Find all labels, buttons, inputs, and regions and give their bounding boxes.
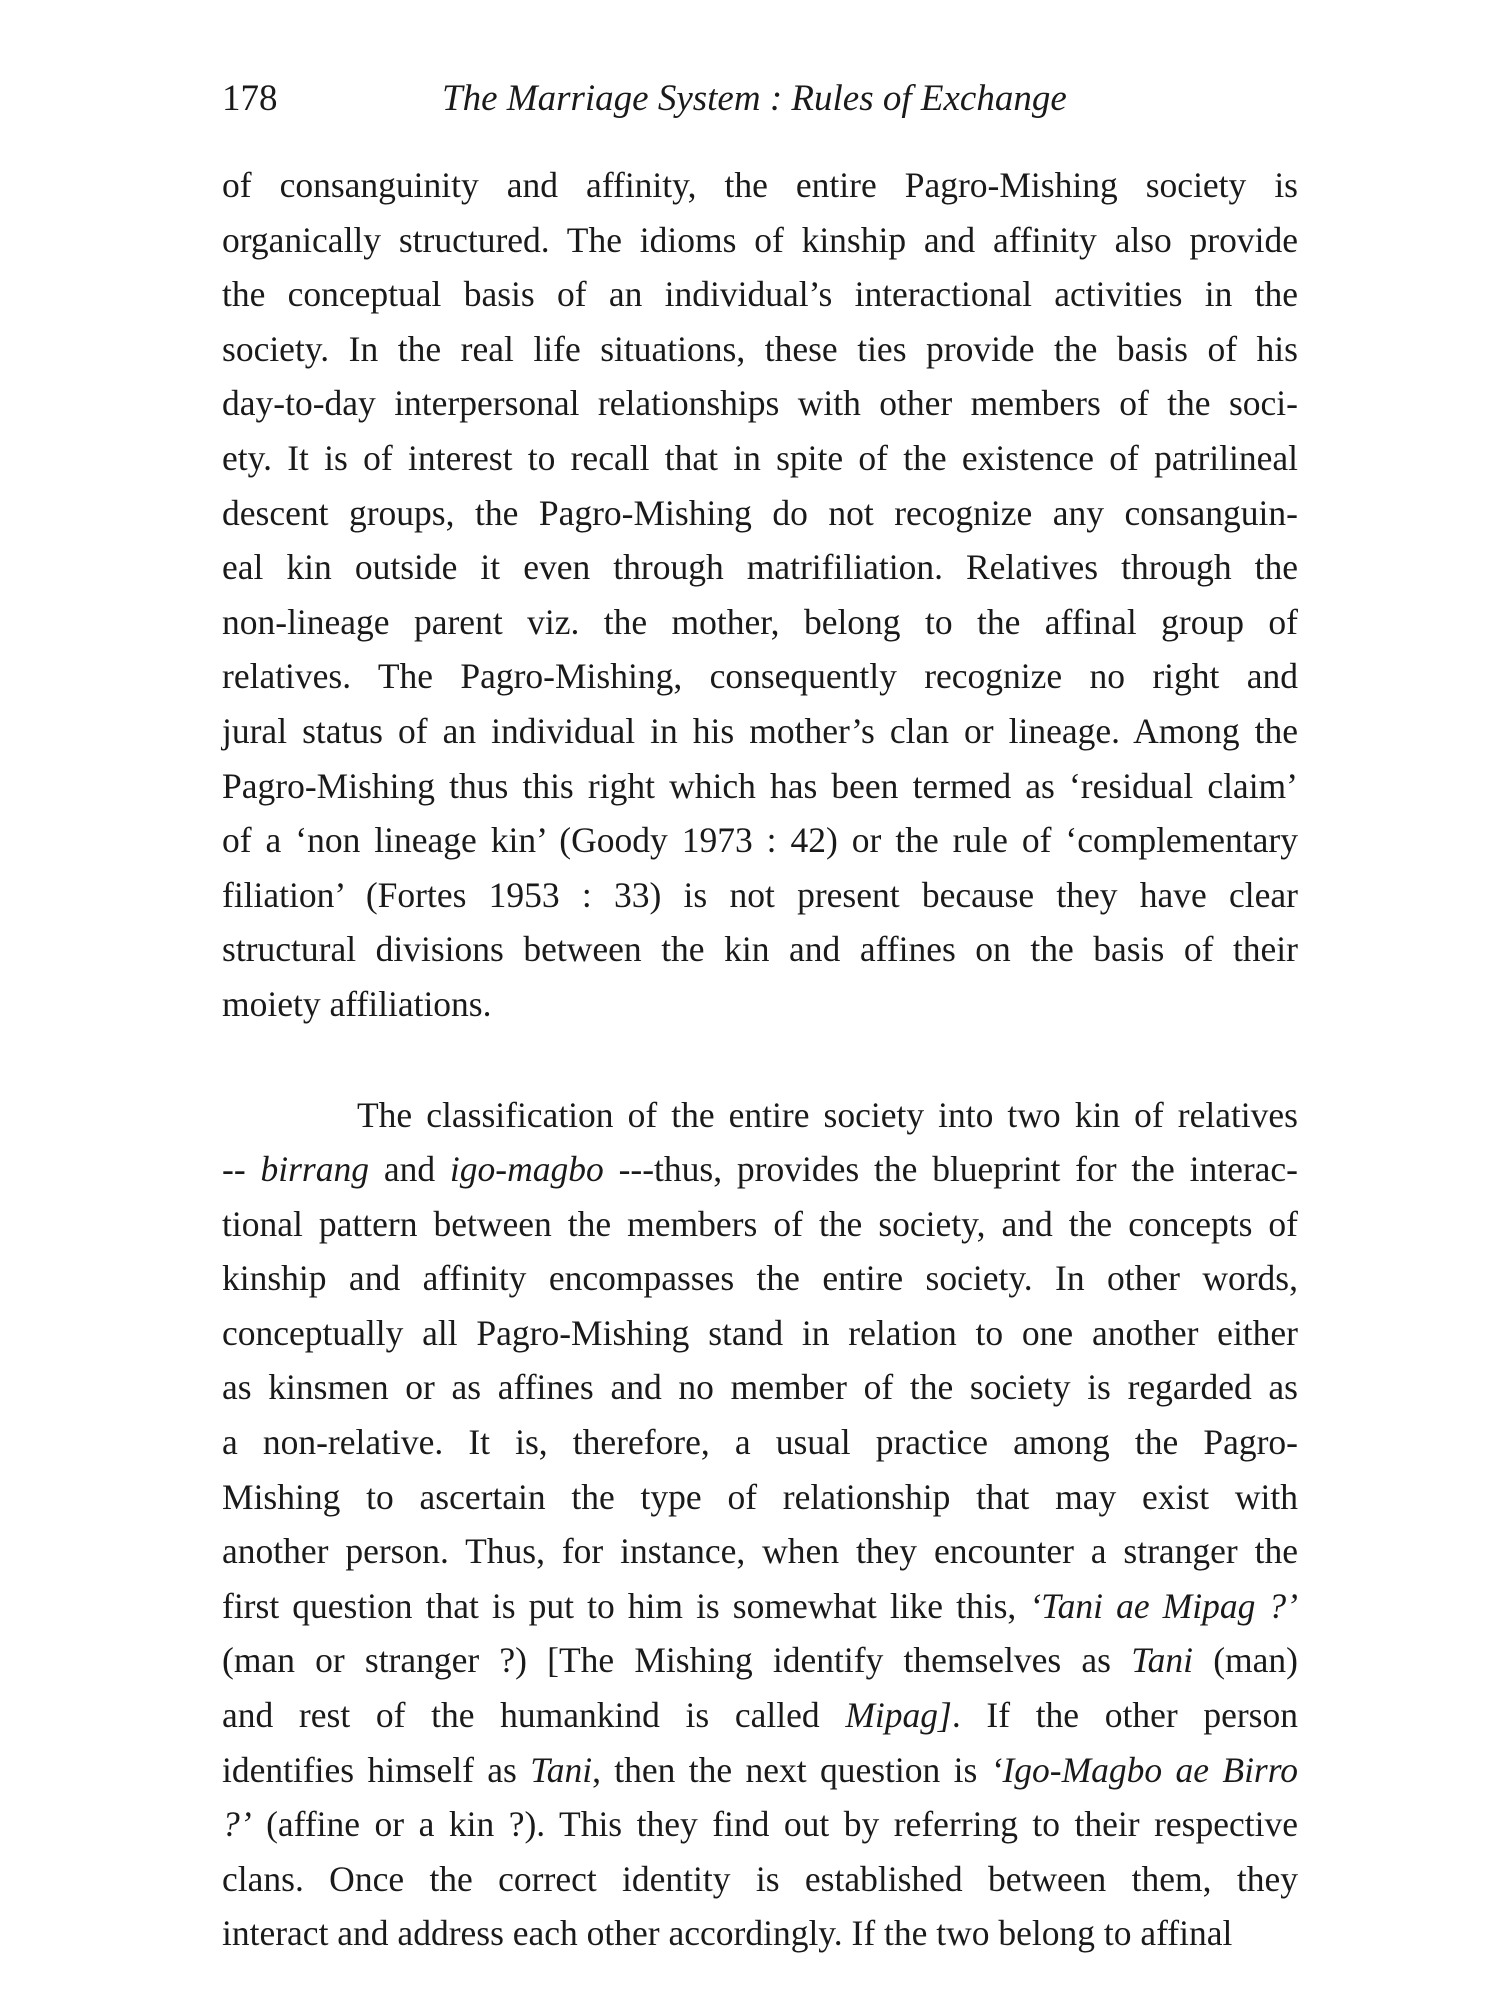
- text-run: relatives. The Pagro-Mishing, consequently recognize no right and: [222, 656, 1298, 697]
- text-line: [222, 868, 1298, 923]
- text-line: [222, 1797, 1298, 1852]
- paragraph-gap: [222, 1032, 1298, 1088]
- text-line: [222, 1088, 1298, 1143]
- text-line: [222, 1743, 1298, 1798]
- text-line: [222, 1360, 1298, 1415]
- italic-term: birrang: [260, 1149, 369, 1190]
- text-run: structural divisions between the kin and affines on the basis of their: [222, 929, 1298, 970]
- text-run: day-to-day interpersonal relationships with other members of the soci-: [222, 383, 1298, 424]
- text-run: The classification of the entire society into two kin of relatives: [357, 1094, 1298, 1135]
- text-line: [222, 704, 1298, 759]
- text-run: ---thus, provides the blueprint for the interac-: [603, 1149, 1298, 1190]
- text-run: another person. Thus, for instance, when they encounter a stranger the: [222, 1531, 1298, 1572]
- text-run: Pagro-Mishing thus this right which has been termed as ‘residual claim’: [222, 765, 1298, 806]
- text-line: [222, 1251, 1298, 1306]
- text-line: [222, 1579, 1298, 1634]
- text-run: clans. Once the correct identity is established between them, they: [222, 1858, 1298, 1899]
- text-line: [222, 213, 1298, 268]
- text-run: (affine or a kin ?). This they find out by referring to their respective: [251, 1804, 1298, 1845]
- text-run: and: [368, 1149, 450, 1190]
- text-line: [222, 1524, 1298, 1579]
- text-line: [222, 540, 1298, 595]
- text-run: conceptually all Pagro-Mishing stand in relation to one another either: [222, 1312, 1298, 1353]
- italic-term: ‘Tani ae Mipag ?’: [1029, 1585, 1298, 1626]
- text-run: of a ‘non lineage kin’ (Goody 1973 : 42) or the rule of ‘complementary: [222, 820, 1298, 861]
- text-run: interact and address each other accordingly. If the two belong to affinal: [222, 1913, 1233, 1954]
- text-line: [222, 1633, 1298, 1688]
- text-run: society. In the real life situations, these ties provide the basis of his: [222, 328, 1298, 369]
- text-line: [222, 267, 1298, 322]
- text-line: [222, 1470, 1298, 1525]
- text-run: tional pattern between the members of the society, and the concepts of: [222, 1203, 1298, 1244]
- text-run: , then the next question is: [592, 1749, 991, 1790]
- text-run: identifies himself as: [222, 1749, 531, 1790]
- text-line: [222, 1852, 1298, 1907]
- text-line: [222, 1142, 1298, 1197]
- text-line: [222, 431, 1298, 486]
- text-run: --: [222, 1149, 261, 1190]
- text-run: ety. It is of interest to recall that in spite of the existence of patrilineal: [222, 437, 1298, 478]
- text-run: organically structured. The idioms of kinship and affinity also provide: [222, 219, 1298, 260]
- text-run: and rest of the humankind is called: [222, 1695, 846, 1736]
- text-line: [222, 759, 1298, 814]
- text-line: [222, 1197, 1298, 1252]
- text-run: first question that is put to him is somewhat like this,: [222, 1585, 1030, 1626]
- text-line: [222, 1688, 1298, 1743]
- text-run: of consanguinity and affinity, the entire Pagro-Mishing society is: [222, 165, 1298, 205]
- text-line: [222, 1415, 1298, 1470]
- text-line: [222, 977, 1298, 1032]
- text-run: non-lineage parent viz. the mother, belong to the affinal group of: [222, 601, 1298, 642]
- text-run: filiation’ (Fortes 1953 : 33) is not present because they have clear: [222, 874, 1298, 915]
- text-line: [222, 813, 1298, 868]
- italic-term: ‘Igo-Magbo ae Birro: [990, 1749, 1298, 1790]
- text-line: [222, 322, 1298, 377]
- italic-term: Tani: [1131, 1640, 1194, 1681]
- text-run: the conceptual basis of an individual’s interactional activities in the: [222, 274, 1298, 315]
- text-run: a non-relative. It is, therefore, a usual practice among the Pagro-: [222, 1422, 1298, 1463]
- running-title: The Marriage System : Rules of Exchange: [442, 78, 1067, 119]
- italic-term: ?’: [222, 1804, 252, 1845]
- text-line: [222, 922, 1298, 977]
- text-run: Mishing to ascertain the type of relationship that may exist with: [222, 1476, 1298, 1517]
- text-line: [222, 1906, 1298, 1961]
- text-run: (man or stranger ?) [The Mishing identify themselves as: [222, 1640, 1132, 1681]
- text-line: [222, 1306, 1298, 1361]
- text-run: descent groups, the Pagro-Mishing do not recognize any consanguin-: [222, 492, 1298, 533]
- text-run: as kinsmen or as affines and no member of the society is regarded as: [222, 1367, 1298, 1408]
- page-number: 178: [222, 78, 278, 119]
- running-header: [222, 74, 1298, 124]
- text-line: [222, 376, 1298, 431]
- text-line: [222, 595, 1298, 650]
- italic-term: Mipag]: [845, 1695, 952, 1736]
- text-line: [222, 649, 1298, 704]
- body-text: [222, 158, 1298, 1961]
- italic-term: igo-magbo: [449, 1149, 604, 1190]
- text-run: jural status of an individual in his mother’s clan or lineage. Among the: [222, 710, 1298, 751]
- text-line: [222, 486, 1298, 541]
- text-run: kinship and affinity encompasses the entire society. In other words,: [222, 1258, 1298, 1299]
- text-run: . If the other person: [951, 1695, 1298, 1736]
- text-run: moiety affiliations.: [222, 983, 492, 1024]
- italic-term: Tani: [530, 1749, 593, 1790]
- text-run: eal kin outside it even through matrifiliation. Relatives through the: [222, 547, 1298, 588]
- text-line: [222, 158, 1298, 213]
- text-run: (man): [1193, 1640, 1298, 1681]
